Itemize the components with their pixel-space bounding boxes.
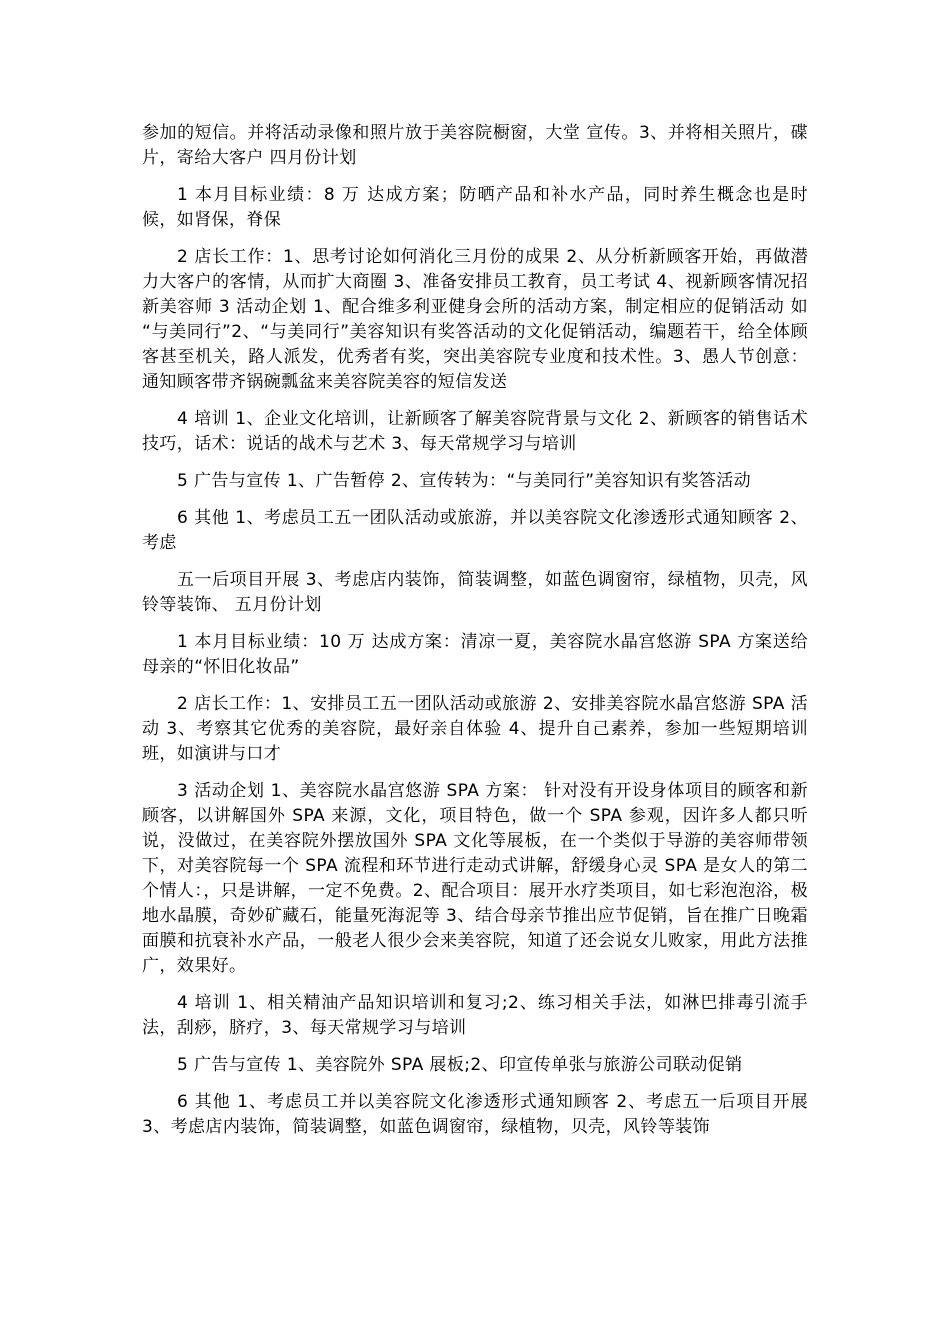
paragraph-6: 6 其他 1、考虑员工五一团队活动或旅游，并以美容院文化渗透形式通知顾客 2、考虑 bbox=[142, 508, 808, 553]
paragraph-9: 2 店长工作：1、安排员工五一团队活动或旅游 2、安排美容院水晶宫悠游 SPA 活动 3、考察其它优秀的美容院，最好亲自体验 4、提升自己素养，参加一些短期培训班，如演讲与口才 bbox=[142, 694, 808, 764]
paragraph-8: 1 本月目标业绩：10 万 达成方案：清凉一夏，美容院水晶宫悠游 SPA 方案送给母亲的“怀旧化妆品” bbox=[142, 632, 808, 677]
paragraph-3: 2 店长工作：1、思考讨论如何消化三月份的成果 2、从分析新顾客开始，再做潜力大客户的客情，从而扩大商圈 3、准备安排员工教育，员工考试 4、视新顾客情况招新美容师 3 活动企划 1、配合维多利亚健身会所的活动方案，制定相应的促销活动 如 “与美同行”2、“与美同行”美容知识有奖答活动的文化促销活动，编题若干，给全体顾客甚至机关，路人派发，优秀者有奖，突出美容院专业度和技术性。3、愚人节创意：通知顾客带齐锅碗瓢盆来美容院美容的短信发送 bbox=[142, 247, 808, 392]
paragraph-4: 4 培训 1、企业文化培训，让新顾客了解美容院背景与文化 2、新顾客的销售话术技巧，话术：说话的战术与艺术 3、每天常规学习与培训 bbox=[142, 409, 808, 454]
paragraph-1: 参加的短信。并将活动录像和照片放于美容院橱窗，大堂 宣传。3、并将相关照片，碟片，寄给大客户 四月份计划 bbox=[142, 123, 808, 168]
document-page bbox=[142, 121, 808, 1152]
paragraph-5: 5 广告与宣传 1、广告暂停 2、宣传转为：“与美同行”美容知识有奖答活动 bbox=[177, 471, 752, 491]
paragraph-7: 五一后项目开展 3、考虑店内装饰，简装调整，如蓝色调窗帘，绿植物，贝壳，风铃等装饰、 五月份计划 bbox=[142, 570, 808, 615]
paragraph-13: 6 其他 1、考虑员工并以美容院文化渗透形式通知顾客 2、考虑五一后项目开展 3、考虑店内装饰，简装调整，如蓝色调窗帘，绿植物，贝壳，风铃等装饰 bbox=[142, 1092, 808, 1137]
paragraph-10: 3 活动企划 1、美容院水晶宫悠游 SPA 方案： 针对没有开设身体项目的顾客和新顾客，以讲解国外 SPA 来源，文化，项目特色，做一个 SPA 参观，因许多人都只听说，没做过，在美容院外摆放国外 SPA 文化等展板，在一个类似于导游的美容师带领下，对美容院每一个 SPA 流程和环节进行走动式讲解，舒缓身心灵 SPA 是女人的第二个情人：，只是讲解，一定不免费。2、配合项目：展开水疗类项目，如七彩泡泡浴，极地水晶膜，奇妙矿藏石，能量死海泥等 3、结合母亲节推出应节促销，旨在推广日晚霜面膜和抗衰补水产品，一般老人很少会来美容院，知道了还会说女儿败家，用此方法推广，效果好。 bbox=[142, 781, 808, 976]
paragraph-11: 4 培训 1、相关精油产品知识培训和复习;2、练习相关手法，如淋巴排毒引流手法，刮痧，脐疗，3、每天常规学习与培训 bbox=[142, 993, 808, 1038]
paragraph-12: 5 广告与宣传 1、美容院外 SPA 展板;2、印宣传单张与旅游公司联动促销 bbox=[177, 1055, 743, 1075]
paragraph-2: 1 本月目标业绩：8 万 达成方案；防晒产品和补水产品，同时养生概念也是时候，如肾保，脊保 bbox=[142, 185, 808, 230]
